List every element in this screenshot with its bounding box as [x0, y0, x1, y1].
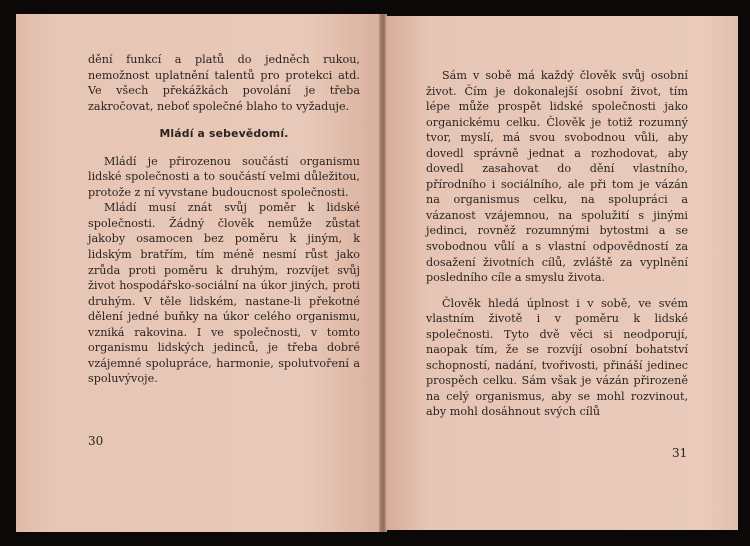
- right-paragraph: Člověk hledá úplnost i v sobě, ve svém vlastním životě i v poměru k lidské společnosti. Tyto dvě věci si neodporují, naopak tím, že se rozvíjí osobní bohatství schopností, nadání, tvořivosti, přináší jedinec prospěch celku. Sám však je vázán přirozeně na celý organismus, aby se mohl rozvinout, aby mohl dosáhnout svých cílů: [426, 296, 688, 419]
- section-heading: Mládí a sebevědomí.: [159, 127, 289, 141]
- right-page-text: [426, 68, 688, 420]
- left-page: [16, 14, 380, 532]
- page-number-right: 31: [672, 446, 688, 460]
- right-page: [386, 16, 738, 530]
- left-page-text: [88, 52, 360, 387]
- left-paragraph: Mládí musí znát svůj poměr k lidské společnosti. Žádný člověk nemůže zůstat jakoby osamocen bez poměru k jiným, k lidským bratřím, tím méně nesmí růst jako zrůda proti poměru k druhým, rozvíjet svůj život hospodářsko-sociální na úkor jiných, proti druhým. V těle lidském, nastane-li překotné dělení jedné buňky na úkor celého organismu, vzniká rakovina. I ve společnosti, v tomto organismu lidských jedinců, je třeba dobré vzájemné spolupráce, harmonie, spolutvoření a spoluvývoje.: [88, 201, 360, 386]
- page-number-left: 30: [88, 434, 104, 448]
- right-paragraph: Sám v sobě má každý člověk svůj osobní život. Čím je dokonalejší osobní život, tím lépe může prospět lidské společnosti jako organickému celku. Člověk je totiž rozumný tvor, myslí, má svou svobodnou vůli, aby dovedl správně jednat a rozhodovat, aby dovedl zasahovat do dění vlastního, přírodního i sociálního, ale při tom je vázán na organismus celku, na spolupráci a vázanost vzájemnou, na spolužití s jinými jedinci, rovněž rozumnými bytostmi a se svobodnou vůlí a s vlastní odpovědností za dosažení životních cílů, zvláště za vyplnění posledního cíle a smyslu života.: [426, 69, 688, 285]
- left-paragraph-continued: dění funkcí a platů do jedněch rukou, nemožnost uplatnění talentů pro protekci atd. Ve všech překážkách povolání je třeba zakročovat, neboť společné blaho to vyžaduje.: [88, 53, 360, 113]
- left-paragraph: Mládí je přirozenou součástí organismu lidské společnosti a to součástí velmi důležitou, protože z ní vyvstane budoucnost společnosti.: [88, 154, 360, 199]
